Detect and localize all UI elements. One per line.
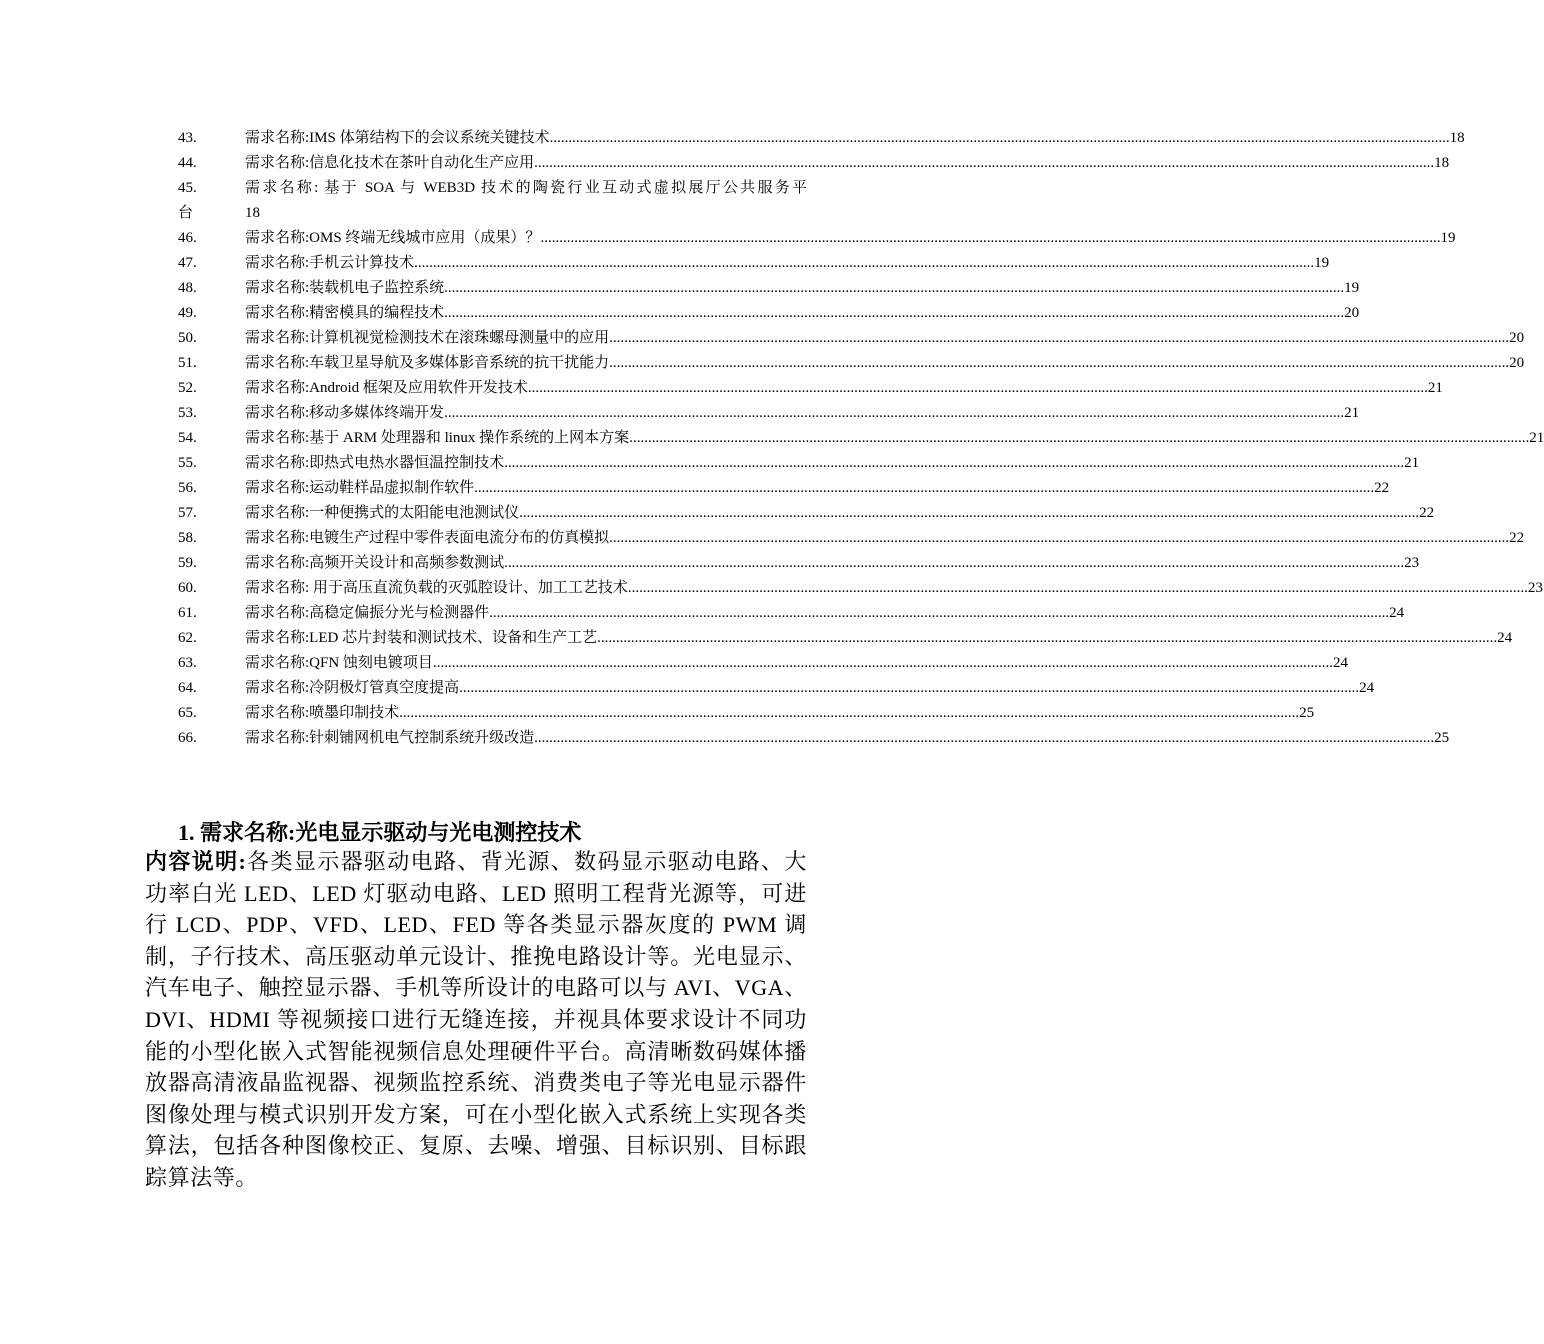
toc-entry-page: 25 bbox=[1299, 705, 1315, 721]
toc-entry-title: 需求名称:即热式电热水器恒温控制技术 bbox=[245, 455, 505, 471]
section-heading: 1. 需求名称:光电显示驱动与光电测控技术 bbox=[178, 820, 582, 845]
toc-entry[interactable] bbox=[178, 126, 1465, 151]
toc-entry-line bbox=[245, 401, 1360, 426]
toc-entry-number: 43. bbox=[178, 130, 197, 146]
toc-entry[interactable] bbox=[178, 401, 1360, 426]
toc-entry[interactable] bbox=[178, 676, 1375, 701]
toc-entry-number: 64. bbox=[178, 680, 197, 696]
toc-entry-page: 18 bbox=[1449, 130, 1465, 146]
toc-entry-line bbox=[245, 526, 1525, 551]
toc-entry-line bbox=[245, 501, 1435, 526]
toc-entry-line bbox=[245, 376, 1443, 401]
toc-entry-title: 需求名称:计算机视觉检测技术在滚珠螺母测量中的应用 bbox=[245, 330, 610, 346]
toc-leader-dots: ................................................................................................................................................................................................................................................ bbox=[504, 455, 1405, 471]
toc-entry-line bbox=[245, 226, 1456, 251]
toc-entry[interactable] bbox=[178, 501, 1435, 526]
toc-entry-line bbox=[245, 551, 1420, 576]
toc-leader-dots: ................................................................................................................................................................................................................................................ bbox=[609, 355, 1510, 371]
toc-leader-dots: ................................................................................................................................................................................................................................................ bbox=[504, 555, 1405, 571]
toc-entry-title: 需求名称:电镀生产过程中零件表面电流分布的仿真模拟 bbox=[245, 530, 610, 546]
toc-leader-dots: ................................................................................................................................................................................................................................................ bbox=[549, 130, 1450, 146]
toc-leader-dots: ................................................................................................................................................................................................................................................ bbox=[414, 255, 1315, 271]
toc-entry[interactable] bbox=[178, 376, 1443, 401]
toc-leader-dots: ................................................................................................................................................................................................................................................ bbox=[399, 705, 1300, 721]
toc-entry-title: 需求名称: 基于 SOA 与 WEB3D 技术的陶瓷行业互动式虚拟展厅公共服务平 bbox=[245, 180, 807, 196]
toc-entry-number: 65. bbox=[178, 705, 197, 721]
toc-entry-title: 需求名称:运动鞋样品虚拟制作软件 bbox=[245, 480, 475, 496]
toc-entry-number: 62. bbox=[178, 630, 197, 646]
toc-entry-number: 59. bbox=[178, 555, 197, 571]
toc-leader-dots: ................................................................................................................................................................................................................................................ bbox=[534, 730, 1435, 746]
toc-entry-number: 44. bbox=[178, 155, 197, 171]
toc-entry-line bbox=[245, 326, 1525, 351]
toc-entry-title: 需求名称:精密模具的编程技术 bbox=[245, 305, 445, 321]
toc-entry-page: 20 bbox=[1509, 355, 1525, 371]
table-of-contents bbox=[178, 126, 1544, 751]
toc-leader-dots: ................................................................................................................................................................................................................................................ bbox=[432, 655, 1333, 671]
toc-entry[interactable] bbox=[178, 601, 1405, 626]
toc-entry-page: 25 bbox=[1434, 730, 1450, 746]
toc-entry-line bbox=[245, 651, 1348, 676]
toc-entry-title: 需求名称: 用于高压直流负载的灭弧腔设计、加工工艺技术 bbox=[245, 580, 628, 596]
toc-entry[interactable] bbox=[178, 326, 1525, 351]
toc-leader-dots: ................................................................................................................................................................................................................................................ bbox=[609, 530, 1510, 546]
toc-entry-title: 需求名称:高稳定偏振分光与检测器件 bbox=[245, 605, 490, 621]
toc-entry-number: 46. bbox=[178, 230, 197, 246]
toc-entry-title: 需求名称:OMS 终端无线城市应用（成果）？ bbox=[245, 230, 541, 246]
toc-entry-page: 19 bbox=[1314, 255, 1330, 271]
toc-entry-line bbox=[245, 726, 1450, 751]
toc-entry-title: 需求名称:高频开关设计和高频参数测试 bbox=[245, 555, 505, 571]
toc-entry-title: 需求名称:冷阴极灯管真空度提高 bbox=[245, 680, 460, 696]
toc-entry[interactable] bbox=[178, 526, 1525, 551]
toc-entry-page: 24 bbox=[1359, 680, 1375, 696]
toc-leader-dots: ................................................................................................................................................................................................................................................ bbox=[527, 380, 1428, 396]
toc-entry-number: 53. bbox=[178, 405, 197, 421]
toc-entry-number: 55. bbox=[178, 455, 197, 471]
toc-entry-line bbox=[245, 601, 1405, 626]
toc-leader-dots: ................................................................................................................................................................................................................................................ bbox=[444, 405, 1345, 421]
toc-entry-number: 52. bbox=[178, 380, 197, 396]
toc-entry-line bbox=[245, 576, 1543, 601]
toc-entry[interactable] bbox=[178, 576, 1543, 601]
toc-entry-number: 54. bbox=[178, 430, 197, 446]
toc-leader-dots: ................................................................................................................................................................................................................................................ bbox=[534, 155, 1435, 171]
toc-entry-title: 需求名称:针刺铺网机电气控制系统升级改造 bbox=[245, 730, 535, 746]
toc-entry-title: 需求名称:一种便携式的太阳能电池测试仪 bbox=[245, 505, 520, 521]
toc-entry[interactable] bbox=[178, 301, 1360, 326]
toc-entry-title: 需求名称:信息化技术在茶叶自动化生产应用 bbox=[245, 155, 535, 171]
toc-entry-number: 48. bbox=[178, 280, 197, 296]
toc-entry-line bbox=[245, 276, 1360, 301]
toc-entry-page: 23 bbox=[1404, 555, 1420, 571]
toc-entry[interactable] bbox=[178, 226, 1456, 251]
toc-entry[interactable] bbox=[178, 701, 1315, 726]
content-label: 内容说明: bbox=[145, 849, 247, 874]
toc-entry-page: 19 bbox=[1344, 280, 1360, 296]
toc-entry-line bbox=[245, 151, 1450, 176]
toc-entry-number: 51. bbox=[178, 355, 197, 371]
toc-entry-page: 20 bbox=[1509, 330, 1525, 346]
toc-entry[interactable] bbox=[178, 276, 1360, 301]
toc-entry-line bbox=[245, 351, 1525, 376]
toc-leader-dots: ................................................................................................................................................................................................................................................ bbox=[629, 430, 1530, 446]
toc-leader-dots: ................................................................................................................................................................................................................................................ bbox=[489, 605, 1390, 621]
toc-entry-page: 24 bbox=[1497, 630, 1513, 646]
toc-entry-number: 57. bbox=[178, 505, 197, 521]
toc-leader-dots: ................................................................................................................................................................................................................................................ bbox=[444, 305, 1345, 321]
toc-entry[interactable] bbox=[178, 426, 1544, 451]
toc-entry-title: 需求名称:移动多媒体终端开发 bbox=[245, 405, 445, 421]
toc-entry-line bbox=[245, 426, 1544, 451]
toc-entry-title-continuation: 台 bbox=[178, 205, 194, 221]
toc-entry-page: 22 bbox=[1419, 505, 1435, 521]
toc-entry-page: 18 bbox=[1434, 155, 1450, 171]
toc-entry-number: 61. bbox=[178, 605, 197, 621]
toc-entry-title: 需求名称:基于 ARM 处理器和 linux 操作系统的上网本方案 bbox=[245, 430, 630, 446]
toc-entry-page: 22 bbox=[1374, 480, 1390, 496]
toc-entry-page: 23 bbox=[1527, 580, 1543, 596]
toc-entry-page: 19 bbox=[1440, 230, 1456, 246]
toc-leader-dots: ................................................................................................................................................................................................................................................ bbox=[474, 480, 1375, 496]
toc-leader-dots: ................................................................................................................................................................................................................................................ bbox=[459, 680, 1360, 696]
toc-entry[interactable] bbox=[178, 251, 1330, 276]
toc-entry-page: 21 bbox=[1404, 455, 1420, 471]
toc-entry-line bbox=[245, 476, 1390, 501]
toc-leader-dots: ................................................................................................................................................................................................................................................ bbox=[627, 580, 1528, 596]
toc-entry-page: 18 bbox=[245, 205, 260, 221]
toc-leader-dots: ................................................................................................................................................................................................................................................ bbox=[444, 280, 1345, 296]
toc-entry-title: 需求名称:IMS 体第结构下的会议系统关键技术 bbox=[245, 130, 550, 146]
toc-entry-number: 63. bbox=[178, 655, 197, 671]
toc-entry-page: 21 bbox=[1529, 430, 1544, 446]
toc-leader-dots: ................................................................................................................................................................................................................................................ bbox=[597, 630, 1498, 646]
toc-entry-page: 21 bbox=[1344, 405, 1360, 421]
section-body bbox=[145, 846, 807, 1194]
toc-entry-line bbox=[245, 626, 1513, 651]
toc-entry-number: 50. bbox=[178, 330, 197, 346]
toc-entry[interactable] bbox=[178, 626, 1513, 651]
toc-entry-number: 60. bbox=[178, 580, 197, 596]
toc-entry[interactable] bbox=[178, 551, 1420, 576]
toc-entry-title: 需求名称:装载机电子监控系统 bbox=[245, 280, 445, 296]
content-text: 各类显示器驱动电路、背光源、数码显示驱动电路、大功率白光 LED、LED 灯驱动电路、LED 照明工程背光源等，可进行 LCD、PDP、VFD、LED、FED 等各类显示器灰度的 PWM 调制，子行技术、高压驱动单元设计、推挽电路设计等。光电显示、汽车电子、触控显示器、手机等所设计的电路可以与 AVI、VGA、DVI、HDMI 等视频接口进行无缝连接，并视具体要求设计不同功能的小型化嵌入式智能视频信息处理硬件平台。高清晰数码媒体播放器高清液晶监视器、视频监控系统、消费类电子等光电显示器件图像处理与模式识别开发方案，可在小型化嵌入式系统上实现各类算法，包括各种图像校正、复原、去噪、增强、目标识别、目标跟踪算法等。 bbox=[145, 849, 808, 1190]
toc-entry-page: 21 bbox=[1427, 380, 1443, 396]
toc-entry-number: 47. bbox=[178, 255, 197, 271]
toc-entry-page: 20 bbox=[1344, 305, 1360, 321]
toc-entry-number: 45. bbox=[178, 180, 197, 196]
toc-entry-title: 需求名称:LED 芯片封装和测试技术、设备和生产工艺 bbox=[245, 630, 598, 646]
toc-entry-line bbox=[245, 301, 1360, 326]
toc-entry-title: 需求名称:车载卫星导航及多媒体影音系统的抗干扰能力 bbox=[245, 355, 610, 371]
toc-leader-dots: ................................................................................................................................................................................................................................................ bbox=[519, 505, 1420, 521]
toc-entry[interactable] bbox=[178, 651, 1348, 676]
toc-entry[interactable] bbox=[178, 151, 1450, 176]
toc-leader-dots: ................................................................................................................................................................................................................................................ bbox=[609, 330, 1510, 346]
toc-entry[interactable] bbox=[178, 176, 807, 226]
toc-entry-line bbox=[245, 251, 1330, 276]
toc-entry-number: 66. bbox=[178, 730, 197, 746]
toc-entry-page: 24 bbox=[1332, 655, 1348, 671]
toc-entry-line bbox=[245, 451, 1420, 476]
toc-entry[interactable] bbox=[178, 451, 1420, 476]
toc-entry-title: 需求名称:喷墨印制技术 bbox=[245, 705, 400, 721]
toc-entry[interactable] bbox=[178, 351, 1525, 376]
toc-entry-title: 需求名称:Android 框架及应用软件开发技术 bbox=[245, 380, 528, 396]
toc-entry[interactable] bbox=[178, 476, 1390, 501]
toc-leader-dots: ................................................................................................................................................................................................................................................ bbox=[540, 230, 1441, 246]
toc-entry-line bbox=[245, 126, 1465, 151]
toc-entry-page: 22 bbox=[1509, 530, 1525, 546]
toc-entry-title: 需求名称:QFN 蚀刻电镀项目 bbox=[245, 655, 433, 671]
toc-entry-number: 56. bbox=[178, 480, 197, 496]
toc-entry-number: 58. bbox=[178, 530, 197, 546]
toc-entry-page: 24 bbox=[1389, 605, 1405, 621]
toc-entry-title: 需求名称:手机云计算技术 bbox=[245, 255, 415, 271]
toc-entry-line bbox=[245, 676, 1375, 701]
toc-entry-number: 49. bbox=[178, 305, 197, 321]
toc-entry-line bbox=[245, 701, 1315, 726]
toc-entry[interactable] bbox=[178, 726, 1450, 751]
